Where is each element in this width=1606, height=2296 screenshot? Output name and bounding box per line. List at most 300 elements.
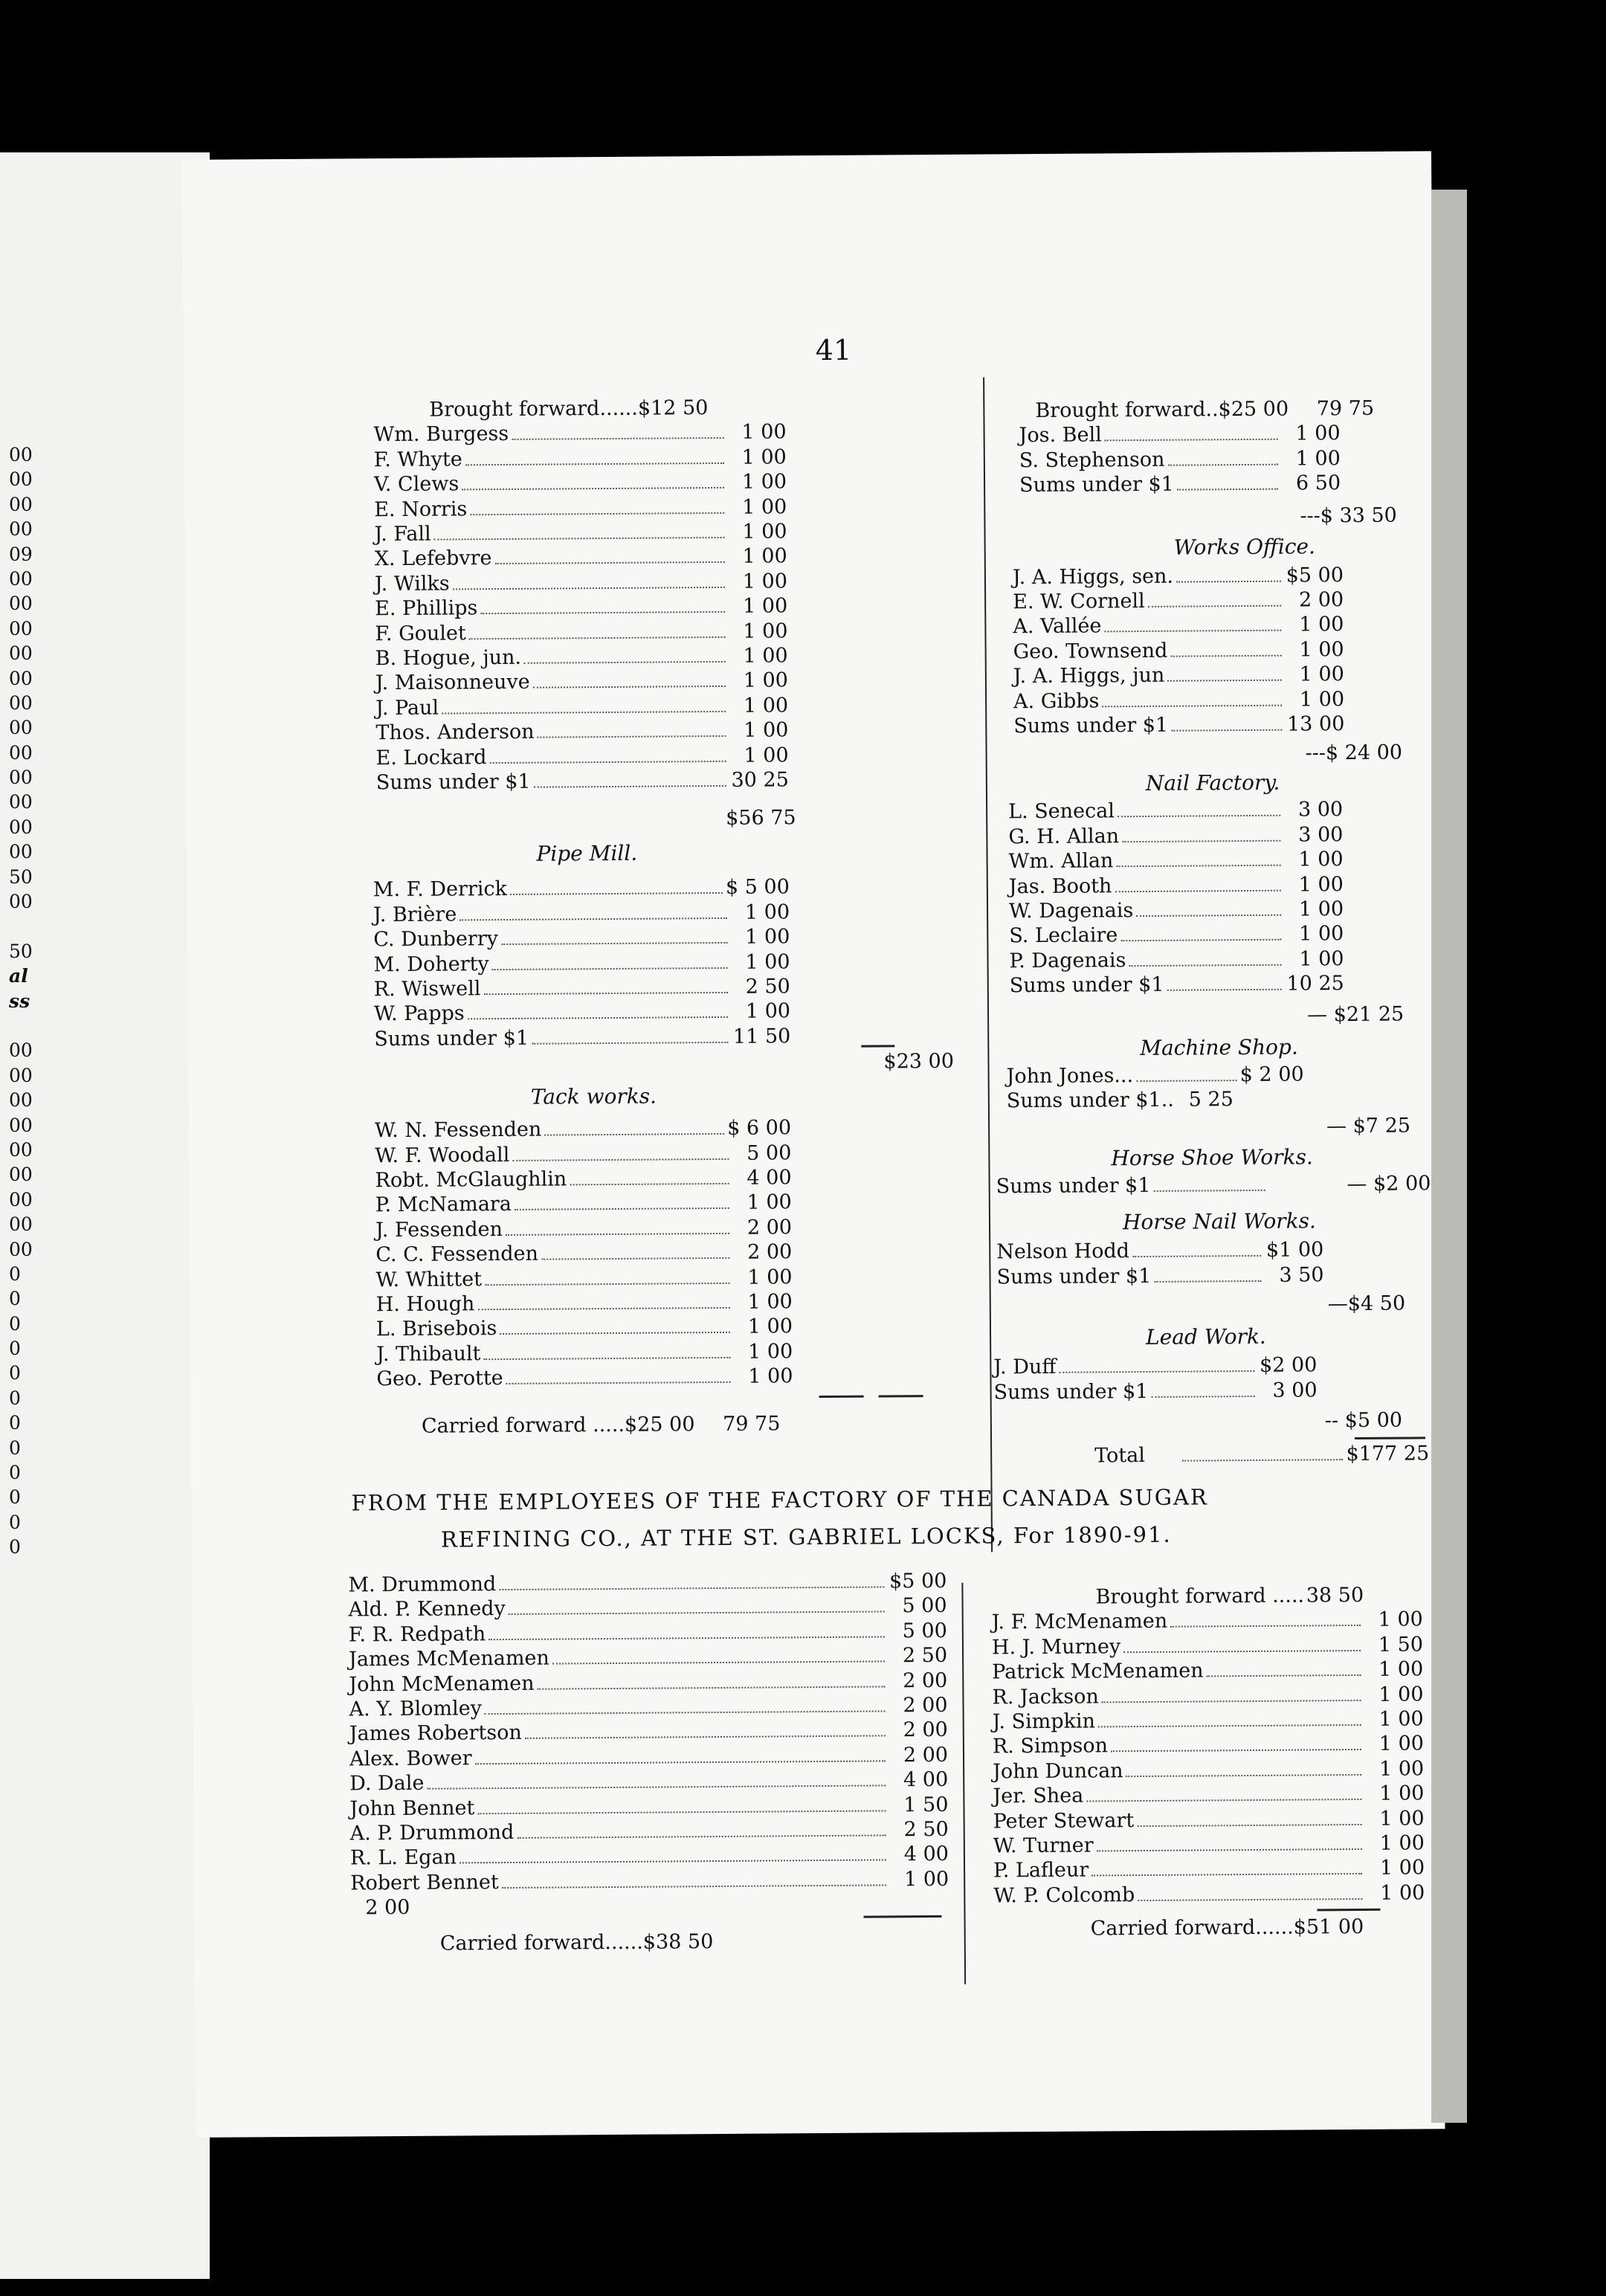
section-heading: Machine Shop. [1140, 1034, 1298, 1060]
leader-dots [517, 1834, 886, 1838]
ledger-row [349, 1594, 947, 1622]
subtotal: —$4 50 [1327, 1292, 1406, 1316]
row-name: G. H. Allan [1008, 825, 1120, 849]
row-name: E. Phillips [375, 596, 478, 621]
ledger-page [182, 151, 1445, 2138]
row-name: James Robertson [349, 1721, 522, 1746]
row-name: Sums under $1 [374, 1026, 529, 1051]
row-amount: 1 00 [742, 520, 787, 544]
left-fragment-line: 0 [9, 1338, 21, 1360]
leader-dots [1170, 1625, 1361, 1628]
row-amount: 2 00 [1298, 588, 1344, 612]
row-name: J. Simpkin [992, 1709, 1096, 1734]
ledger-row [375, 1141, 791, 1168]
leader-dots [544, 1133, 724, 1136]
ledger-row [373, 900, 790, 927]
leader-dots [1091, 1873, 1362, 1877]
row-name: Sums under $1 [993, 1379, 1149, 1405]
row-amount: 5 00 [902, 1619, 947, 1643]
leader-dots [428, 1785, 886, 1790]
ledger-row [1094, 1442, 1429, 1468]
ledger-row [376, 1340, 793, 1367]
left-fragment-line [9, 1013, 54, 1038]
row-name: S. Leclaire [1009, 923, 1118, 948]
ledger-row [1019, 447, 1341, 473]
subtotal: -- $5 00 [1324, 1408, 1403, 1433]
row-name: R. Jackson [992, 1685, 1099, 1709]
left-fragment-line: 00 [9, 567, 33, 590]
left-fragment-line: 00 [9, 891, 33, 913]
row-amount: $177 25 [1346, 1442, 1430, 1466]
row-amount: 1 00 [742, 594, 788, 618]
leader-dots [1167, 989, 1282, 991]
row-name: L. Senecal [1008, 799, 1115, 824]
leader-dots [1138, 1898, 1362, 1901]
row-amount: 1 00 [1378, 1757, 1425, 1781]
row-name: J. F. McMenamen [991, 1610, 1168, 1634]
row-name: F. R. Redpath [348, 1622, 486, 1647]
row-name: C. C. Fessenden [375, 1242, 539, 1267]
column-divider [983, 377, 993, 1552]
subtotal: — $21 25 [1306, 1002, 1405, 1027]
leader-dots [538, 735, 726, 738]
row-name: V. Clews [373, 472, 459, 497]
leader-dots [1170, 654, 1281, 657]
row-amount: 1 00 [744, 718, 789, 742]
row-name: Brought forward ..... [1095, 1584, 1305, 1609]
leader-dots [465, 462, 724, 465]
ledger-row [373, 876, 790, 903]
row-amount: 1 00 [1378, 1607, 1423, 1632]
left-fragment-line: 00 [9, 791, 33, 813]
row-name: A. Gibbs [1013, 689, 1100, 713]
leader-dots [1120, 939, 1281, 942]
row-name: Carried forward...... [1090, 1915, 1294, 1941]
leader-dots [538, 1686, 886, 1689]
row-amount: 5 00 [902, 1594, 947, 1618]
ledger-row [1008, 799, 1343, 825]
row-name: J. Duff [993, 1355, 1057, 1379]
section-heading: Horse Shoe Works. [1111, 1144, 1313, 1171]
rule-line [864, 1915, 942, 1918]
ledger-row [422, 1410, 972, 1438]
leader-dots [1154, 1190, 1265, 1192]
ledger-row [375, 694, 788, 720]
row-name: J. Fall [374, 522, 431, 546]
ledger-row [375, 1240, 792, 1267]
ledger-row [349, 1768, 948, 1796]
left-fragment-line: 00 [9, 593, 33, 615]
row-name: J. Maisonneuve [375, 671, 530, 695]
row-amount: $2 00 [1259, 1353, 1318, 1378]
row-amount: 6 50 [1295, 471, 1341, 495]
row-name: X. Lefebvre [374, 546, 492, 571]
left-fragment-line: 00 [9, 667, 33, 689]
row-amount: 1 00 [743, 619, 788, 643]
row-amount: 1 00 [742, 494, 787, 519]
left-fragment-line: 0 [9, 1412, 21, 1434]
row-name: F. Whyte [373, 448, 462, 472]
ledger-row [1010, 972, 1344, 998]
row-amount: 1 00 [746, 1190, 792, 1215]
row-amount: 3 00 [1272, 1378, 1318, 1402]
ledger-row [374, 471, 787, 497]
ledger-row [374, 445, 787, 472]
banner-line-2: REFINING CO., AT THE ST. GABRIEL LOCKS, For 1890-91. [440, 1521, 1172, 1552]
left-fragment-line: 50 [9, 865, 33, 888]
leader-dots [459, 1860, 886, 1864]
ledger-row [1019, 422, 1341, 448]
leader-dots [1104, 630, 1281, 633]
row-amount: 2 00 [903, 1668, 948, 1692]
leader-dots [468, 1016, 728, 1019]
ledger-row [440, 1928, 946, 1955]
leader-dots [1126, 1774, 1362, 1777]
banner-line-1: FROM THE EMPLOYEES OF THE FACTORY OF THE CANADA SUGAR [351, 1484, 1208, 1516]
row-amount: 1 00 [743, 668, 789, 693]
left-fragment-line: 00 [9, 1064, 33, 1086]
ledger-row [993, 1378, 1317, 1405]
subtotal: ---$ 33 50 [1300, 503, 1397, 528]
row-name: Carried forward ..... [421, 1413, 625, 1438]
row-name: W. P. Colcomb [993, 1883, 1135, 1908]
row-name: John Jones... [1006, 1063, 1134, 1088]
ledger-row [1013, 564, 1344, 590]
row-amount: 1 00 [1379, 1856, 1425, 1880]
leader-dots [1115, 889, 1280, 892]
leader-dots [477, 1810, 886, 1814]
row-amount: 1 00 [747, 1340, 793, 1364]
leader-dots [434, 537, 725, 541]
leader-dots [500, 1332, 730, 1335]
left-page-fragment [0, 152, 210, 2279]
row-name: J. Brière [373, 903, 457, 927]
ledger-row [349, 1744, 948, 1772]
ledger-row [373, 421, 786, 448]
section-heading: Lead Work. [1145, 1324, 1266, 1350]
row-amount: 1 00 [745, 999, 791, 1024]
page-number: 41 [815, 333, 852, 367]
leader-dots [492, 967, 728, 970]
ledger-row [373, 926, 790, 952]
row-name: Wm. Allan [1008, 849, 1114, 874]
leader-dots [483, 992, 727, 995]
leader-dots [509, 1611, 885, 1616]
row-amount: 1 00 [741, 420, 787, 445]
row-amount: 1 00 [745, 949, 790, 974]
left-fragment-line: 0 [9, 1312, 21, 1335]
left-fragment-line: 00 [9, 642, 33, 665]
left-fragment-line: 00 [9, 1238, 33, 1260]
column-divider [961, 1583, 966, 1984]
leader-dots [1132, 1255, 1261, 1257]
ledger-row [375, 545, 787, 572]
subtotal: ---$ 24 00 [1305, 741, 1403, 765]
ledger-row [349, 1694, 947, 1722]
leader-dots [495, 561, 725, 564]
row-amount: $1 00 [1265, 1238, 1324, 1263]
row-amount: 1 00 [1379, 1806, 1425, 1831]
ledger-row [993, 1881, 1425, 1908]
leader-dots [490, 761, 726, 764]
leader-dots [1097, 1848, 1362, 1851]
row-amount: 1 00 [1378, 1657, 1424, 1682]
row-name: W. F. Woodall [375, 1143, 510, 1167]
row-amount: 11 50 [732, 1025, 791, 1048]
row-name: Jas. Booth [1008, 874, 1112, 898]
ledger-row [992, 1683, 1423, 1709]
row-amount: 3 50 [1279, 1263, 1324, 1287]
row-amount: 4 00 [903, 1768, 949, 1792]
section-heading: Tack works. [530, 1083, 657, 1109]
row-name: Robert Bennet [350, 1870, 499, 1895]
leader-dots [442, 711, 726, 715]
row-amount: 2 00 [365, 1896, 410, 1920]
row-amount: 30 25 [731, 768, 789, 792]
left-fragment-line: 00 [9, 691, 33, 714]
ledger-row [349, 1644, 947, 1672]
left-fragment-line: al [9, 965, 28, 987]
ledger-row [993, 1831, 1425, 1858]
row-amount: 1 00 [1299, 637, 1344, 662]
left-fragment-line: 50 [9, 940, 33, 962]
row-amount: 1 00 [1298, 897, 1344, 921]
rule-line [879, 1395, 923, 1397]
ledger-row [1013, 712, 1344, 738]
section-heading: Nail Factory. [1145, 770, 1280, 796]
row-amount: 1 00 [1298, 848, 1344, 871]
ledger-row [349, 1668, 947, 1697]
row-extension: 79 75 [723, 1412, 781, 1436]
left-fragment-line: 0 [9, 1263, 21, 1285]
row-amount: 1 00 [747, 1315, 793, 1339]
leader-dots [488, 1636, 885, 1640]
row-name: J. A. Higgs, jun [1013, 663, 1165, 689]
leader-dots [1116, 865, 1280, 868]
ledger-row [992, 1608, 1423, 1635]
row-name: James McMenamen [348, 1646, 549, 1671]
ledger-row [374, 495, 787, 522]
row-name: J. Thibault [376, 1342, 481, 1367]
row-name: Sums under $1 [996, 1174, 1151, 1199]
leader-dots [515, 1207, 729, 1210]
ledger-row [993, 1807, 1425, 1834]
row-amount: — $2 00 [1347, 1172, 1431, 1196]
ledger-row [373, 950, 790, 977]
leader-dots [480, 611, 725, 614]
row-name: Jer. Shea [993, 1784, 1084, 1808]
ledger-row [374, 1025, 790, 1051]
leader-dots [470, 512, 724, 515]
left-fragment-line: 00 [9, 617, 33, 639]
leader-dots [477, 1307, 729, 1310]
row-amount: $25 00 [1218, 397, 1289, 422]
leader-dots [525, 1735, 886, 1739]
row-amount: 2 00 [903, 1743, 949, 1767]
row-amount: $12 50 [637, 396, 709, 420]
section-heading: Horse Nail Works. [1122, 1208, 1316, 1235]
leader-dots [1154, 1280, 1261, 1283]
row-amount: 1 00 [745, 925, 790, 949]
row-name: John Bennet [349, 1796, 475, 1821]
left-fragment-line: 00 [9, 1089, 33, 1112]
ledger-row [1009, 897, 1344, 923]
left-fragment-line: 00 [9, 741, 33, 764]
leader-dots [1151, 1396, 1254, 1398]
left-fragment-line: 0 [9, 1536, 21, 1558]
row-name: Alex. Bower [349, 1747, 472, 1771]
left-fragment-line: 00 [9, 1213, 33, 1236]
row-amount: 1 00 [741, 470, 787, 494]
left-fragment-line: 0 [9, 1436, 21, 1459]
row-name: R. Wiswell [373, 977, 481, 1002]
leader-dots [1207, 1674, 1361, 1677]
left-fragment-line: 0 [9, 1387, 21, 1409]
ledger-row [374, 975, 790, 1002]
leader-dots [1148, 605, 1281, 607]
row-name: P. McNamara [375, 1193, 512, 1217]
left-fragment-line: 00 [9, 1138, 33, 1161]
leader-dots [483, 1357, 730, 1360]
ledger-row [996, 1263, 1323, 1289]
row-amount: 1 00 [744, 900, 790, 924]
row-name: Jos. Bell [1019, 423, 1102, 448]
leader-dots [1136, 1080, 1237, 1082]
row-amount: $5 00 [889, 1569, 947, 1593]
ledger-row [1013, 662, 1344, 689]
row-name: W. Dagenais [1008, 899, 1134, 923]
ledger-row [1013, 588, 1344, 614]
leader-dots [1167, 464, 1277, 466]
row-amount: 1 00 [1299, 662, 1344, 686]
row-amount: 1 00 [747, 1265, 793, 1289]
leader-dots [510, 892, 723, 895]
row-name: E. Lockard [375, 745, 487, 770]
ledger-row [996, 1173, 1435, 1199]
row-amount: 2 00 [747, 1240, 793, 1264]
row-name: Thos. Anderson [375, 720, 535, 745]
ledger-row [375, 669, 788, 696]
ledger-row [350, 1842, 949, 1871]
ledger-row [374, 1000, 790, 1027]
row-amount: 1 00 [743, 644, 788, 668]
row-name: Geo. Townsend [1013, 639, 1168, 664]
row-name: R. Simpson [992, 1734, 1109, 1758]
row-amount: $ 2 00 [1239, 1062, 1304, 1086]
ledger-row [993, 1354, 1317, 1380]
ledger-row [375, 1166, 791, 1193]
leader-dots [1123, 1650, 1361, 1653]
section-heading: Works Office. [1173, 533, 1316, 560]
row-amount: 2 00 [746, 1216, 793, 1239]
ledger-row [993, 1707, 1424, 1734]
row-amount: $ 5 00 [725, 875, 790, 900]
row-name: S. Stephenson [1019, 448, 1165, 472]
rule-line [819, 1395, 864, 1397]
row-amount: 1 00 [1379, 1781, 1425, 1805]
rule-line [1317, 1909, 1380, 1912]
row-amount: 1 00 [747, 1290, 793, 1314]
leader-dots [506, 1381, 731, 1384]
section-heading: Pipe Mill. [536, 841, 638, 867]
row-amount: 1 00 [1299, 687, 1345, 712]
ledger-row [350, 1818, 949, 1846]
ledger-row [375, 1265, 792, 1292]
row-amount: 2 50 [745, 975, 790, 999]
row-name: Sums under $1 [1019, 472, 1175, 497]
left-page-numbers [9, 442, 54, 1560]
row-amount: $51 00 [1293, 1915, 1364, 1939]
row-name: J. Fessenden [375, 1217, 503, 1242]
row-name: W. Papps [373, 1002, 465, 1026]
row-amount: 3 00 [1297, 798, 1344, 822]
ledger-row [1019, 471, 1341, 497]
ledger-row [375, 595, 787, 622]
leader-dots [506, 1233, 729, 1236]
left-fragment-line: 00 [9, 518, 33, 541]
left-fragment-line: 0 [9, 1511, 21, 1533]
leader-dots [570, 1183, 729, 1185]
left-fragment-line [9, 914, 54, 938]
leader-dots [512, 1158, 729, 1161]
row-amount: 4 00 [746, 1166, 792, 1190]
ledger-row [1013, 613, 1344, 639]
ledger-row [375, 619, 787, 646]
row-name: Wm. Burgess [373, 422, 509, 447]
row-name: E. W. Cornell [1013, 589, 1145, 614]
row-name: Total [1094, 1444, 1146, 1468]
leader-dots [469, 636, 726, 639]
leader-dots [475, 1760, 886, 1764]
ledger-row [993, 1732, 1424, 1759]
rule-line [861, 1045, 894, 1048]
leader-dots [1137, 1824, 1361, 1827]
leader-dots [1102, 704, 1282, 707]
leader-dots [524, 661, 726, 664]
leader-dots [1171, 729, 1282, 732]
row-name: Sums under $1 [375, 770, 531, 795]
row-amount: 1 00 [748, 1364, 793, 1388]
row-name: Nelson Hodd [996, 1239, 1130, 1264]
leader-dots [1102, 1700, 1361, 1703]
row-amount: 1 00 [1380, 1881, 1425, 1905]
ledger-row [375, 1117, 791, 1144]
page-edge [1431, 190, 1467, 2123]
ledger-row [376, 744, 789, 770]
ledger-row [374, 520, 787, 546]
left-fragment-line: 00 [9, 717, 33, 739]
row-name: J. Paul [375, 696, 439, 720]
leader-dots [1098, 1724, 1361, 1727]
row-amount: 1 00 [1378, 1682, 1424, 1706]
leader-dots [532, 1042, 728, 1045]
row-amount: 1 00 [1379, 1831, 1425, 1855]
ledger-row [1009, 923, 1344, 949]
leader-dots [1118, 815, 1280, 818]
row-name: Sums under $1.. [1006, 1088, 1174, 1113]
ledger-row [375, 1216, 792, 1242]
left-fragment-line: 00 [9, 1114, 33, 1136]
ledger-row [350, 1868, 949, 1896]
row-name: H. J. Murney [991, 1635, 1121, 1660]
ledger-row [375, 1191, 792, 1218]
row-name: P. Lafleur [993, 1858, 1089, 1883]
row-amount: 13 00 [1286, 712, 1345, 736]
row-extension: 79 75 [1316, 396, 1375, 421]
leader-dots [1167, 680, 1282, 682]
ledger-row [349, 1619, 947, 1648]
ledger-row [376, 1315, 793, 1342]
